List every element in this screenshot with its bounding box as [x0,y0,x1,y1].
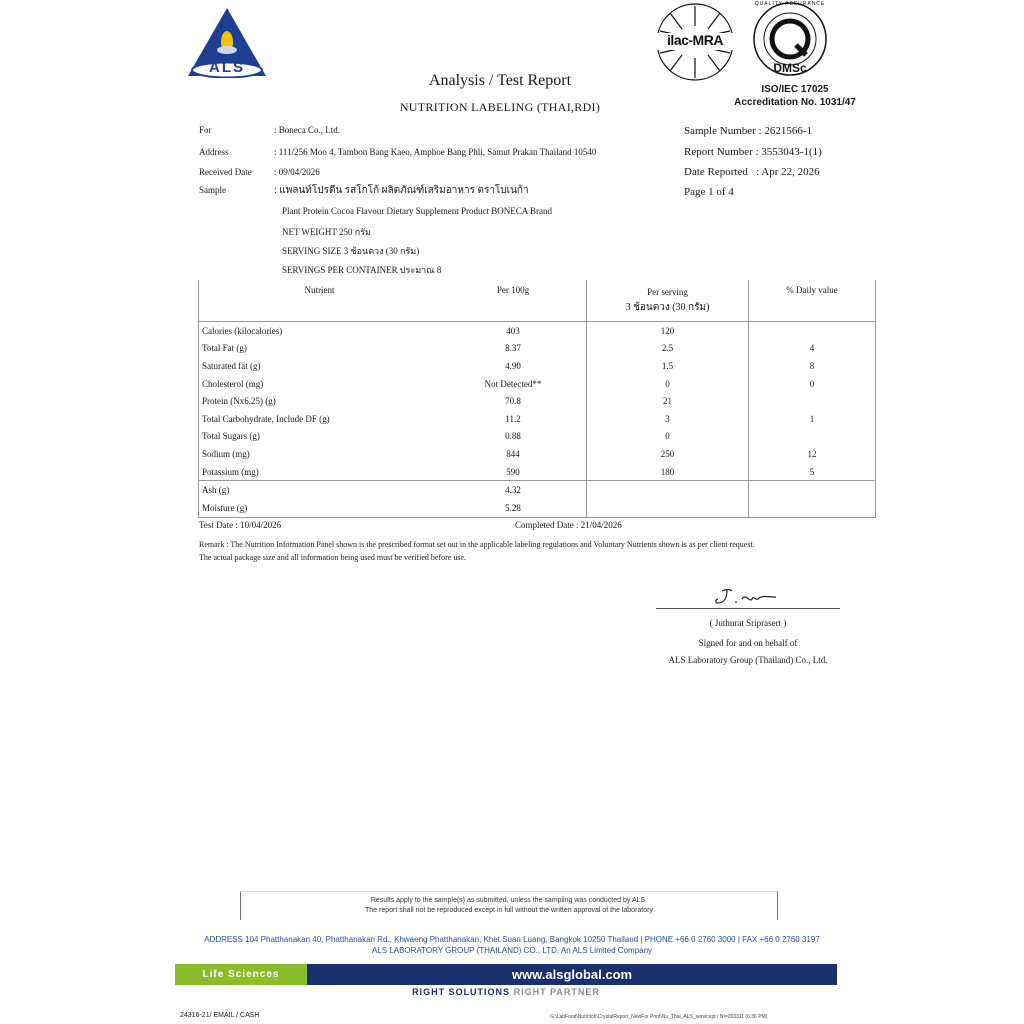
nutrient-per-100g: 4.90 [505,360,521,371]
ilac-mra-text: ilac-MRA [667,32,723,48]
nutrient-per-serving: 250 [587,445,749,463]
page-number: Page 1 of 4 [684,186,734,198]
nutrient-per-100g: 4.32 [440,481,587,499]
sample-label: Sample [199,185,226,195]
nutrient-name: Total Fat (g) [199,340,441,358]
table-row [199,357,876,375]
signature-scribble [712,585,782,609]
remark-line-2: The actual package size and all information being used must be verified before use. [199,553,467,562]
for-value: : Boneca Co., Ltd. [274,125,340,135]
serving-size: SERVING SIZE 3 ช้อนตวง (30 กรัม) [282,246,420,256]
accreditation-number: Accreditation No. 1031/47 [734,97,856,108]
nutrient-per-serving: 21 [587,392,749,410]
nutrient-name: Total Carbohydrate, Include DF (g) [199,410,441,428]
nutrient-per-100g: 590 [506,466,520,477]
remark-line-1: Remark : The Nutrition Information Panel shown is the prescribed format set out in the applicable labeling regulations and Voluntary Nutrients shown is as per client request. [199,540,755,549]
footer-code-right: G:\LabFood\Nutrition\CrystalReport_NewFor Print\Nu_Thai_ALS_servicept / NI=263311 (6:36 PM) [550,1014,768,1020]
nutrient-rows [199,322,876,518]
nutrient-name: Total Sugars (g) [199,428,441,446]
for-label: For [199,125,212,135]
nutrient-daily-value: 5 [749,463,876,481]
nutrient-per-100g: 70.8 [505,396,521,407]
table-row [199,463,876,481]
nutrient-daily-value: 8 [749,357,876,375]
nutrient-daily-value [749,392,876,410]
nutrient-per-serving: 3 [587,410,749,428]
tagline-right-partner: RIGHT PARTNER [513,987,600,997]
signatory-name: ( Juthurat Sriprasert ) [709,618,787,628]
nutrient-name: Potassium (mg) [199,463,441,481]
header-per-serving-size: 3 ช้อนตวง (30 กรัม) [625,302,710,313]
test-date: Test Date : 10/04/2026 [199,520,282,530]
date-reported: Date Reported : Apr 22, 2026 [684,166,820,178]
nutrition-table [198,280,876,518]
table-header-row [199,280,876,322]
nutrient-daily-value [749,499,876,517]
report-title: Analysis / Test Report [428,72,572,89]
footer-code-left: 24316-21/ EMAIL / CASH [180,1012,260,1019]
als-logo-text: ALS [209,59,245,76]
nutrient-name: Ash (g) [199,481,441,499]
nutrition-table-grid [198,280,876,518]
remark [199,538,879,564]
signed-on-behalf: Signed for and on behalf of [698,638,798,648]
header-daily-value: % Daily value [749,280,876,322]
nutrient-per-100g: 8.37 [505,343,521,354]
dmsc-badge [750,1,830,83]
table-row [199,499,876,517]
servings-per-container: SERVINGS PER CONTAINER ประมาณ 8 [282,265,442,275]
nutrient-per-100g: 0.88 [505,431,521,442]
report-subtitle: NUTRITION LABELING (THAI,RDI) [399,100,601,114]
received-date-label: Received Date [199,167,252,177]
nutrient-name: Calories (kilocalories) [199,322,441,340]
completed-date: Completed Date : 21/04/2026 [515,520,622,530]
table-row [199,428,876,446]
header-per-serving-label: Per serving [647,287,688,297]
sample-value-thai: : แพลนท์โปรตีน รสโกโก้ ผลิตภัณฑ์เสริมอาหาร ตราโบเนก้า [274,185,529,196]
footer-address: ADDRESS 104 Phatthanakan 40, Phatthanakan Rd., Khwaeng Phatthanakan, Khet Suan Luang, Bangkok 10250 Thailand | PHONE +66 0 2760 3000 | FAX +66 0 2760 3197 [204,935,820,944]
signatory-company: ALS Laboratory Group (Thailand) Co., Ltd. [668,655,828,665]
footer-banner [175,964,837,985]
nutrient-per-serving [587,481,749,499]
table-row [199,340,876,358]
nutrient-per-100g: 11.2 [505,413,521,424]
ilac-mra-badge [654,1,736,83]
nutrient-name: Sodium (mg) [199,445,441,463]
nutrient-name: Moisture (g) [199,499,441,517]
table-row [199,445,876,463]
nutrient-name: Saturated fat (g) [199,357,441,375]
header-per-serving [587,280,749,322]
life-sciences-label: Life Sciences [175,964,307,985]
sample-number: Sample Number : 2621566-1 [684,125,813,137]
nutrient-daily-value: 0 [749,375,876,393]
tagline-right-solutions: RIGHT SOLUTIONS [412,987,511,997]
disclaimer-line-2: The report shall not be reproduced except in full without the written approval of the laboratory [365,907,653,914]
nutrient-per-serving: 2.5 [587,340,749,358]
signature-icon [712,585,782,609]
nutrient-name: Cholesterol (mg) [199,375,441,393]
nutrient-per-100g: 403 [440,322,587,340]
nutrient-daily-value: 12 [749,445,876,463]
nutrient-per-serving [587,499,749,517]
nutrient-daily-value [749,481,876,499]
website-link[interactable]: www.alsglobal.com [307,964,837,985]
table-row [199,392,876,410]
nutrient-per-100g: Not Detected** [484,378,542,389]
received-date-value: : 09/04/2026 [274,167,320,177]
signature-line [656,608,840,609]
table-row [199,375,876,393]
nutrient-per-serving: 1.5 [587,357,749,375]
disclaimer-line-1: Results apply to the sample(s) as submitted, unless the sampling was conducted by ALS. [370,897,648,904]
table-row [199,410,876,428]
address-label: Address [199,147,229,157]
dmsc-text: DMSc [773,61,807,75]
nutrient-per-serving: 0 [587,375,749,393]
table-row [199,322,876,340]
address-value: : 111/256 Moo 4, Tambon Bang Kaeo, Amphoe Bang Phli, Samut Prakan Thailand 10540 [274,147,597,157]
nutrient-daily-value [749,428,876,446]
table-row [199,481,876,499]
nutrient-daily-value: 1 [749,410,876,428]
disclaimer-box [240,891,778,920]
nutrient-per-100g: 844 [506,448,520,459]
header-per-100g: Per 100g [496,285,530,295]
nutrient-per-serving: 0 [587,428,749,446]
dmsc-ring-text: QUALITY ASSURANCE [754,1,826,7]
footer-company: ALS LABORATORY GROUP (THAILAND) CO., LTD. An ALS Limited Company [371,946,653,955]
net-weight: NET WEIGHT 250 กรัม [282,227,371,237]
nutrient-per-serving: 180 [587,463,749,481]
footer-tagline [175,987,837,997]
als-logo [186,6,268,78]
sample-value-english: Plant Protein Cocoa Flavour Dietary Supplement Product BONECA Brand [282,206,552,216]
iso-standard: ISO/IEC 17025 [761,84,829,95]
nutrient-daily-value [749,322,876,340]
nutrient-per-100g: 5.28 [440,499,587,517]
nutrient-per-serving: 120 [587,322,749,340]
header-nutrient: Nutrient [199,280,441,322]
report-number: Report Number : 3553043-1(1) [684,146,822,158]
nutrient-daily-value: 4 [749,340,876,358]
nutrient-name: Protein (Nx6.25) (g) [199,392,441,410]
